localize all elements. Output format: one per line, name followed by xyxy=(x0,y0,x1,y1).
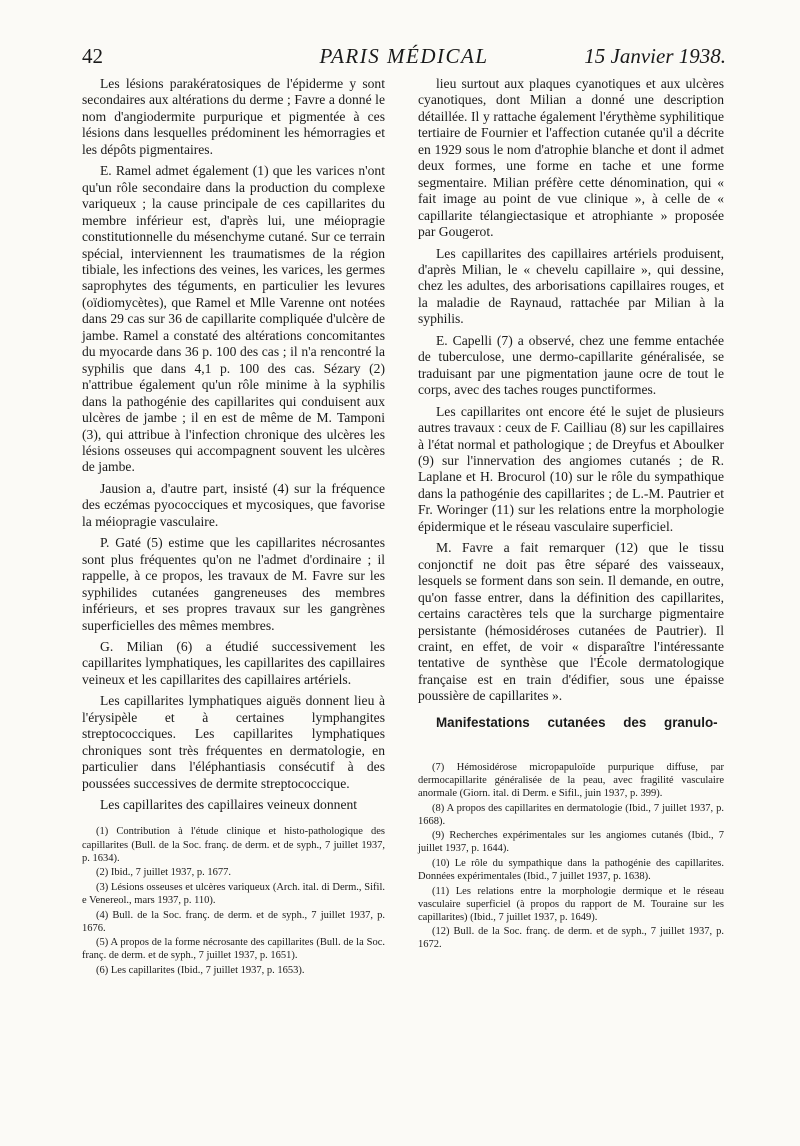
footnote: (1) Contribution à l'étude clinique et histo-pathologique des capillarites (Bull. de la Soc. franç. de derm. et de syph., 7 juillet 1937, p. 1634). xyxy=(82,826,385,864)
paragraph: Les capillarites ont encore été le sujet de plusieurs autres travaux : ceux de F. Cailliau (8) sur les capillaires à l'état normal et pathologique ; de Dreyfus et Aboulker (9) sur l'innervation des angiomes cutanés ; de R. Laplane et H. Brocurol (10) sur le rôle du sympathique dans la pathogénie des capillarites ; de L.-M. Pautrier et Fr. Woringer (11) sur les relations entre la morphologie épidermique et le réseau vasculaire superficiel. xyxy=(418,403,724,534)
paragraph: lieu surtout aux plaques cyanotiques et aux ulcères cyanotiques, dont Milian a donné une description détaillée. Il y rattache également l'érythème syphilitique tertiaire de Fournier et l'affection cutanée qu'il a décrite en 1929 sous le nom d'atrophie blanche et dont il admet deux formes, une forme en tache et une forme segmentaire. Milian préfère cette dénomination, qui « fait image au point de vue clinique », à celle de « capillarite télangiectasique et atrophiante » proposée par Gougerot. xyxy=(418,76,724,240)
footnotes-left xyxy=(82,825,385,977)
footnote: (3) Lésions osseuses et ulcères variqueux (Arch. ital. di Derm., Sifil. e Venereol., mars 1937, p. 110). xyxy=(82,881,385,906)
footnote: (8) A propos des capillarites en dermatologie (Ibid., 7 juillet 1937, p. 1668). xyxy=(418,802,724,827)
paragraph: M. Favre a fait remarquer (12) que le tissu conjonctif ne doit pas être séparé des vaisseaux, lesquels se forment dans son sein. Il demande, en outre, qu'on fasse entrer, dans la définition des capillarites, certains caractères tels que la surcharge pigmentaire persistante (hémosidéroses cutanées de Pautrier). Il craint, en effet, de voir « disparaître l'intéressante tentative de synthèse que l'École dermatologique française est en train d'édifier, sous une épaisse poussière de capillarites ». xyxy=(418,540,724,704)
footnote: (11) Les relations entre la morphologie dermique et le réseau vasculaire superficiel (à propos du rapport de M. Touraine sur les capillarites) (Ibid., 7 juillet 1937, p. 1649). xyxy=(418,885,724,923)
paragraph: Les capillarites lymphatiques aiguës donnent lieu à l'érysipèle et à certaines lymphangites streptococciques. Les capillarites lymphatiques chroniques sont très fréquentes en dermatologie, en particulier dans l'éléphantiasis consécutif à des poussées successives de dermite streptococcique. xyxy=(82,693,385,791)
footnote: (9) Recherches expérimentales sur les angiomes cutanés (Ibid., 7 juillet 1937, p. 1644). xyxy=(418,830,724,855)
right-column xyxy=(418,76,724,953)
paragraph: Les capillarites des capillaires artériels produisent, d'après Milian, le « chevelu capillaire », qui dessine, chez les adultes, des arborisations capillaires rouges, et la maladie de Raynaud, rattachée par Milian à la syphilis. xyxy=(418,245,724,327)
paragraph: P. Gaté (5) estime que les capillarites nécrosantes sont plus fréquentes qu'on ne l'admet d'ordinaire ; il rappelle, à ce propos, les travaux de M. Favre sur les syphilides cutanées gangreneuses des membres inférieurs, et ses propres travaux sur les gangrènes superficielles des mêmes membres. xyxy=(82,535,385,633)
footnote: (2) Ibid., 7 juillet 1937, p. 1677. xyxy=(96,867,232,879)
page-number: 42 xyxy=(82,44,103,68)
paragraph: Jausion a, d'autre part, insisté (4) sur la fréquence des eczémas pyococciques et mycosiques, que favorise la méiopragie vasculaire. xyxy=(82,480,385,529)
paragraph: E. Ramel admet également (1) que les varices n'ont qu'un rôle secondaire dans la production du complexe variqueux ; la cause principale de ces capillarites du membre inférieur est, d'après lui, une méiopragie constitutionnelle du mésenchyme cutané. Sur ce terrain spécial, interviennent les traumatismes de la région tibiale, les infections des veines, les varices, les germes saprophytes des téguments, en particulier les levures (oïdiomycètes), que Ramel et Mlle Varenne ont notées dans 29 cas sur 36 de capillarite compliquée d'ulcère de jambe. Ramel a constaté des altérations concomitantes du myocarde dans 36 p. 100 des cas ; il n'a rencontré la syphilis que dans 4,1 p. 100 des cas. Sézary (2) n'attribue également qu'un rôle minime à la syphilis dans la pathogénie des capillarites qui conduisent aux ulcères de jambe ; il en est de même de M. Tamponi (3), qui attribue à l'infection chronique des ulcères les lésions osseuses qui accompagnent souvent les ulcères de jambe. xyxy=(82,163,385,475)
page-header xyxy=(82,44,726,74)
paragraph: E. Capelli (7) a observé, chez une femme entachée de tuberculose, une dermo-capillarite généralisée, se traduisant par une pigmentation jaune ocre de tout le corps, avec des taches rouges punctiformes. xyxy=(418,332,724,398)
footnote: (12) Bull. de la Soc. franç. de derm. et de syph., 7 juillet 1937, p. 1672. xyxy=(418,926,724,951)
paragraph: G. Milian (6) a étudié successivement les capillarites lymphatiques, les capillarites des capillaires veineux et les capillarites des capillaires artériels. xyxy=(82,638,385,687)
footnote: (4) Bull. de la Soc. franç. de derm. et de syph., 7 juillet 1937, p. 1676. xyxy=(82,909,385,934)
footnotes-right xyxy=(418,761,724,952)
footnote: (10) Le rôle du sympathique dans la pathogénie des capillarites. Données expérimentales (Ibid., 7 juillet 1937, p. 1638). xyxy=(418,857,724,883)
paragraph: Les capillarites des capillaires veineux donnent xyxy=(100,797,358,813)
footnote: (6) Les capillarites (Ibid., 7 juillet 1937, p. 1653). xyxy=(96,964,305,976)
left-column xyxy=(82,76,385,979)
journal-title: PARIS MÉDICAL xyxy=(319,44,489,68)
footnote: (7) Hémosidérose micropapuloïde purpurique diffuse, par dermocapillarite généralisée de la peau, avec fragilité vasculaire anormale (Giorn. ital. di Derm. e Sifil., juin 1937, p. 399). xyxy=(418,761,724,799)
footnote: (5) A propos de la forme nécrosante des capillarites (Bull. de la Soc. franç. de derm. et de syph., 7 juillet 1937, p. 1651). xyxy=(82,937,385,962)
section-heading: Manifestations cutanées des granulo- xyxy=(436,714,718,730)
issue-date: 15 Janvier 1938. xyxy=(584,44,726,68)
paragraph: Les lésions parakératosiques de l'épiderme y sont secondaires aux altérations du derme ; Favre a donné le nom d'angiodermite purpurique et pigmentée à ces lésions dans lesquelles prédominent les hémorragies et les dépôts pigmentaires. xyxy=(82,76,385,157)
